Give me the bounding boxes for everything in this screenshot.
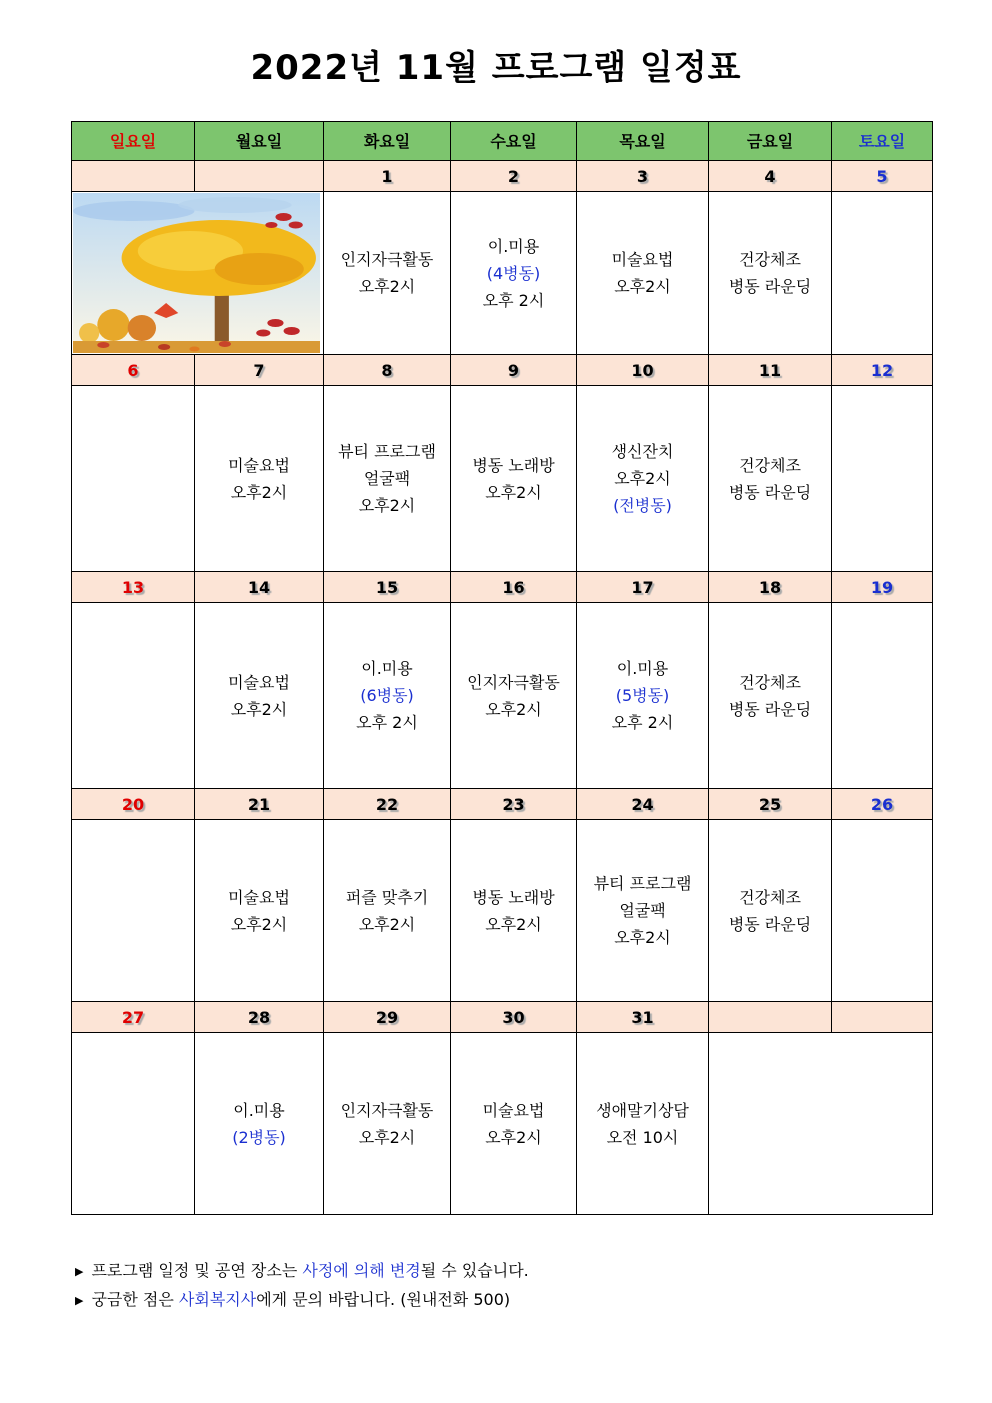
activity-cell <box>324 1033 451 1215</box>
activity-cell <box>709 192 832 355</box>
activity-line: 오후2시 <box>485 482 542 502</box>
activity-cell <box>832 386 933 572</box>
activity-line: 병동 라운딩 <box>728 699 812 719</box>
activity-cell <box>195 603 324 789</box>
date-cell: 10 <box>577 355 709 386</box>
activity-cell <box>451 1033 577 1215</box>
activity-line: 오후 2시 <box>356 713 418 732</box>
activity-line: 오후2시 <box>485 1127 542 1147</box>
activity-line: 오후2시 <box>358 914 416 934</box>
date-cell: 16 <box>451 572 577 603</box>
activity-line: 건강체조 <box>739 672 801 692</box>
activity-line: 미술요법 <box>611 250 674 269</box>
activity-line: 오후2시 <box>485 699 542 719</box>
date-cell: 4 <box>709 161 832 192</box>
date-row <box>72 572 933 603</box>
activity-cell <box>72 1033 195 1215</box>
activity-row <box>72 386 933 572</box>
date-row <box>72 355 933 386</box>
illustration-cell <box>72 192 324 355</box>
activity-cell <box>72 820 195 1002</box>
activity-line: 병동 라운딩 <box>728 482 812 502</box>
date-row <box>72 789 933 820</box>
triangle-right-icon: ▶ <box>75 1265 84 1278</box>
date-row <box>72 161 933 192</box>
activity-cell <box>324 386 451 572</box>
weekday-thursday: 목요일 <box>577 122 709 161</box>
autumn-tree-illustration <box>73 193 320 353</box>
activity-cell <box>709 603 832 789</box>
activity-line: (5병동) <box>615 686 670 705</box>
activity-cell <box>577 386 709 572</box>
date-cell: 27 <box>72 1002 195 1033</box>
date-cell <box>195 161 324 192</box>
weekday-sunday: 일요일 <box>72 122 195 161</box>
date-cell <box>832 1002 933 1033</box>
date-cell: 29 <box>324 1002 451 1033</box>
activity-line: (6병동) <box>360 686 414 705</box>
activity-line: 인지자극활동 <box>467 672 560 692</box>
date-cell: 18 <box>709 572 832 603</box>
activity-line: 생애말기상담 <box>596 1100 689 1120</box>
activity-line: 오후2시 <box>230 914 288 934</box>
date-cell: 25 <box>709 789 832 820</box>
activity-line: 뷰티 프로그램 <box>338 442 436 461</box>
activity-cell <box>72 386 195 572</box>
date-row <box>72 1002 933 1033</box>
date-cell: 21 <box>195 789 324 820</box>
activity-cell <box>709 1033 933 1215</box>
activity-cell <box>577 1033 709 1215</box>
note-1: ▶ 프로그램 일정 및 공연 장소는 사정에 의해 변경될 수 있습니다. <box>75 1257 529 1286</box>
date-cell <box>72 161 195 192</box>
activity-line: 얼굴팩 <box>619 901 666 920</box>
activity-cell <box>832 603 933 789</box>
note-2: ▶ 궁금한 점은 사회복지사에게 문의 바랍니다. (원내전화 500) <box>75 1286 529 1315</box>
activity-cell <box>709 820 832 1002</box>
date-cell: 26 <box>832 789 933 820</box>
activity-line: 병동 라운딩 <box>728 277 812 296</box>
date-cell <box>709 1002 832 1033</box>
activity-cell <box>195 820 324 1002</box>
activity-line: 퍼즐 맞추기 <box>345 887 429 907</box>
activity-row <box>72 603 933 789</box>
activity-cell <box>72 603 195 789</box>
activity-line: 뷰티 프로그램 <box>593 874 692 893</box>
activity-cell <box>451 192 577 355</box>
date-cell: 5 <box>832 161 933 192</box>
date-cell: 1 <box>324 161 451 192</box>
activity-line: 오후 2시 <box>482 290 545 310</box>
activity-line: 이.미용 <box>233 1100 285 1120</box>
weekday-friday: 금요일 <box>709 122 832 161</box>
activity-line: 오후2시 <box>358 496 416 515</box>
activity-line: 오전 10시 <box>606 1127 679 1147</box>
activity-line: 오후 2시 <box>611 713 674 732</box>
activity-line: 오후2시 <box>614 928 671 947</box>
date-cell: 7 <box>195 355 324 386</box>
activity-cell <box>195 1033 324 1215</box>
activity-line: 오후2시 <box>358 277 416 296</box>
activity-cell <box>324 192 451 355</box>
calendar-table <box>71 121 933 1215</box>
activity-cell <box>709 386 832 572</box>
activity-line: 병동 노래방 <box>472 887 555 907</box>
date-cell: 30 <box>451 1002 577 1033</box>
activity-line: (2병동) <box>232 1127 286 1147</box>
activity-row <box>72 192 933 355</box>
activity-line: 이.미용 <box>487 236 540 256</box>
activity-line: 병동 라운딩 <box>728 914 812 934</box>
date-cell: 6 <box>72 355 195 386</box>
activity-line: 병동 노래방 <box>472 455 555 475</box>
weekday-header-row <box>72 122 933 161</box>
activity-line: 오후2시 <box>485 914 542 934</box>
date-cell: 3 <box>577 161 709 192</box>
activity-line: 오후2시 <box>614 469 671 488</box>
activity-cell <box>324 820 451 1002</box>
activity-line: (4병동) <box>486 263 541 283</box>
triangle-right-icon: ▶ <box>75 1294 84 1307</box>
activity-line: 인지자극활동 <box>340 250 434 269</box>
activity-cell <box>451 820 577 1002</box>
activity-cell <box>577 603 709 789</box>
activity-cell <box>577 820 709 1002</box>
activity-row <box>72 820 933 1002</box>
date-cell: 14 <box>195 572 324 603</box>
date-cell: 8 <box>324 355 451 386</box>
activity-line: 인지자극활동 <box>340 1100 434 1120</box>
date-cell: 19 <box>832 572 933 603</box>
activity-cell <box>195 386 324 572</box>
footer-notes <box>75 1257 529 1315</box>
activity-line: 오후2시 <box>614 277 671 296</box>
activity-line: 오후2시 <box>230 482 288 502</box>
date-cell: 9 <box>451 355 577 386</box>
activity-line: 미술요법 <box>228 455 290 475</box>
date-cell: 15 <box>324 572 451 603</box>
activity-cell <box>832 820 933 1002</box>
activity-line: 오후2시 <box>358 1127 416 1147</box>
activity-line: 오후2시 <box>230 699 288 719</box>
activity-cell <box>451 603 577 789</box>
date-cell: 28 <box>195 1002 324 1033</box>
date-cell: 31 <box>577 1002 709 1033</box>
activity-line: 이.미용 <box>616 659 669 678</box>
activity-line: 건강체조 <box>739 887 801 907</box>
date-cell: 23 <box>451 789 577 820</box>
activity-cell <box>324 603 451 789</box>
date-cell: 12 <box>832 355 933 386</box>
activity-line: 미술요법 <box>228 672 290 692</box>
date-cell: 2 <box>451 161 577 192</box>
activity-line: 생신잔치 <box>611 442 674 461</box>
date-cell: 13 <box>72 572 195 603</box>
activity-line: (전병동) <box>613 496 672 515</box>
date-cell: 11 <box>709 355 832 386</box>
activity-cell <box>577 192 709 355</box>
date-cell: 22 <box>324 789 451 820</box>
activity-line: 건강체조 <box>739 455 801 475</box>
date-cell: 24 <box>577 789 709 820</box>
date-cell: 20 <box>72 789 195 820</box>
activity-cell <box>832 192 933 355</box>
activity-line: 미술요법 <box>228 887 290 907</box>
activity-line: 얼굴팩 <box>363 469 411 488</box>
date-cell: 17 <box>577 572 709 603</box>
activity-row <box>72 1033 933 1215</box>
weekday-saturday: 토요일 <box>832 122 933 161</box>
activity-line: 건강체조 <box>739 250 801 269</box>
weekday-wednesday: 수요일 <box>451 122 577 161</box>
activity-cell <box>451 386 577 572</box>
page-title: 2022년 11월 프로그램 일정표 <box>250 48 742 88</box>
weekday-monday: 월요일 <box>195 122 324 161</box>
activity-line: 이.미용 <box>361 659 413 678</box>
weekday-tuesday: 화요일 <box>324 122 451 161</box>
activity-line: 미술요법 <box>482 1100 545 1120</box>
